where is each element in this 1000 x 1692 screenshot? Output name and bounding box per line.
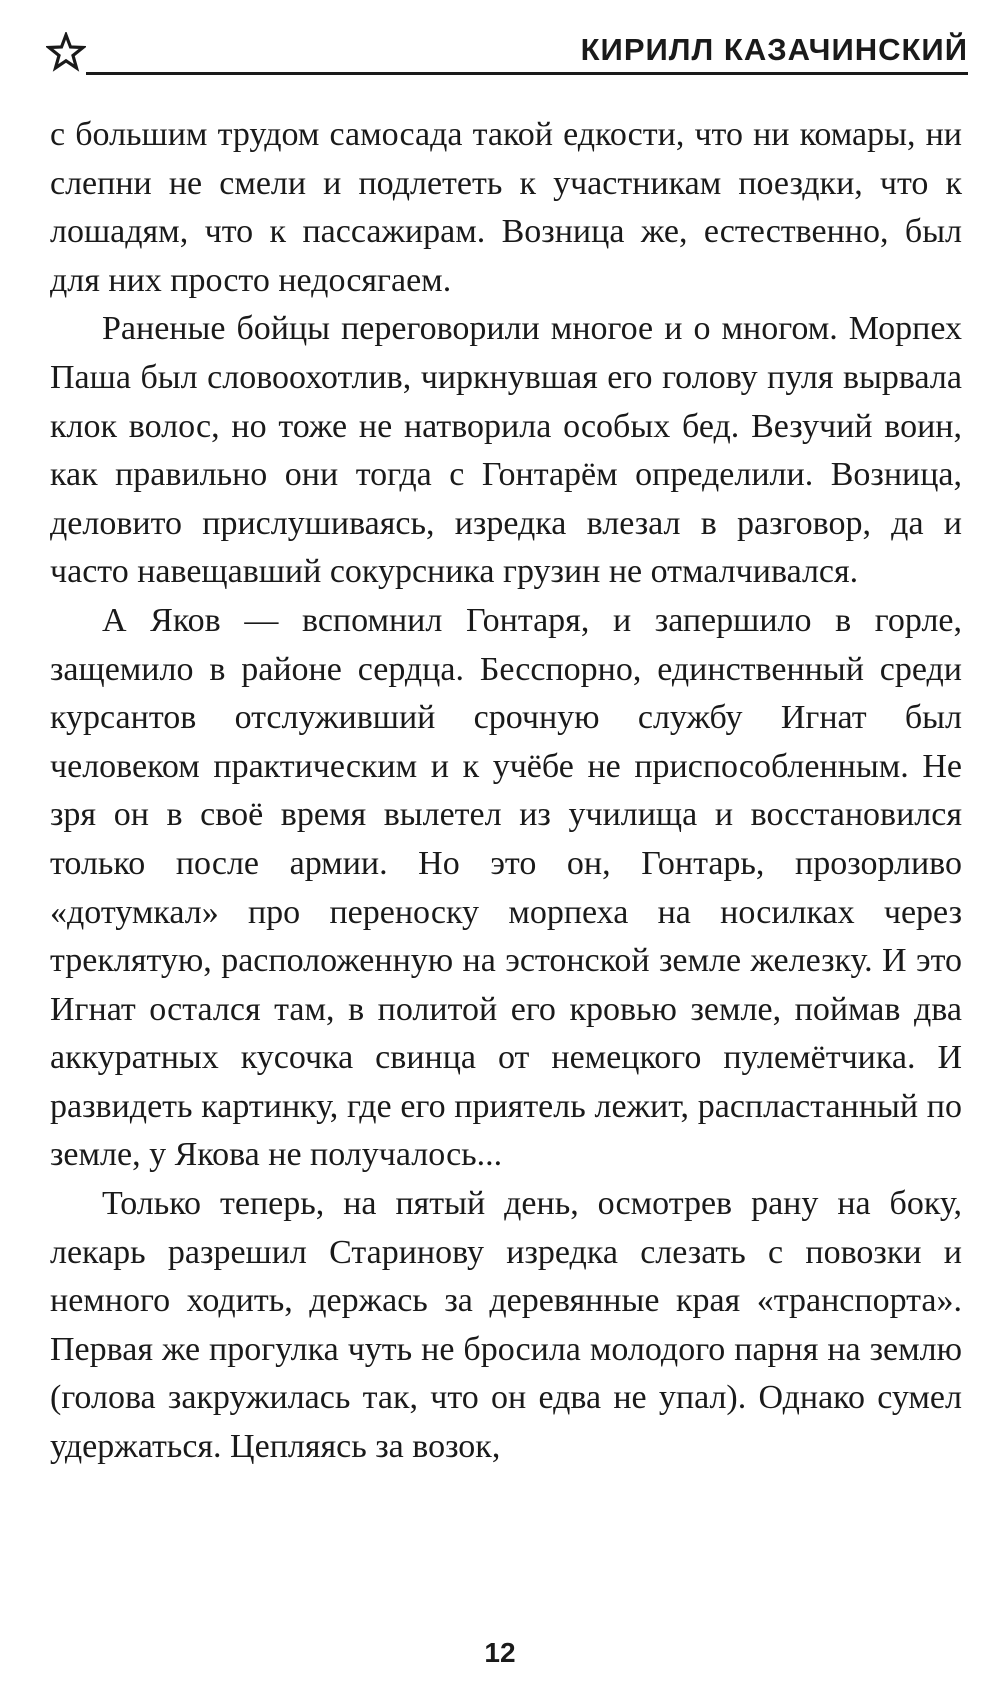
paragraph: Только теперь, на пятый день, осмотрев рану на боку, лекарь разрешил Старинову изредка слезать с повозки и немного ходить, держась за деревянные края «транспорта». Первая же прогулка чуть не бросила молодого парня на землю (голова закружилась так, что он едва не упал). Однако сумел удержаться. Цепляясь за возок, (50, 1185, 962, 1466)
paragraph-continued: с большим трудом самосада такой едкости, что ни комары, ни слепни не смели и подлететь к участникам поездки, что к лошадям, что к пассажирам. Возница же, естественно, был для них просто недосягаем. (50, 116, 962, 299)
header-author-name: КИРИЛЛ КАЗАЧИНСКИЙ (580, 32, 968, 67)
running-header (46, 28, 968, 78)
header-rule (86, 72, 968, 75)
star-outline-icon (46, 32, 86, 72)
paragraph: А Яков — вспомнил Гонтаря, и запершило в горле, защемило в районе сердца. Бесспорно, единственный среди курсантов отслуживший срочную службу Игнат был человеком практическим и к учёбе не приспособленным. Не зря он в своё время вылетел из училища и восстановился только после армии. Но это он, Гонтарь, прозорливо «дотумкал» про переноску морпеха на носилках через треклятую, расположенную на эстонской земле железку. И это Игнат остался там, в политой его кровью земле, поймав два аккуратных кусочка свинца от немецкого пулемётчика. И развидеть картинку, где его приятель лежит, распластанный по земле, у Якова не получалось... (50, 601, 962, 1174)
page-text (50, 111, 962, 1472)
page-number: 12 (484, 1637, 516, 1668)
paragraph: Раненые бойцы переговорили многое и о многом. Морпех Паша был словоохотлив, чиркнувшая его голову пуля вырвала клок волос, но тоже не натворила особых бед. Везучий воин, как правильно они тогда с Гонтарём определили. Возница, деловито прислушиваясь, изредка влезал в разговор, да и часто навещавший сокурсника грузин не отмалчивался. (50, 310, 962, 591)
